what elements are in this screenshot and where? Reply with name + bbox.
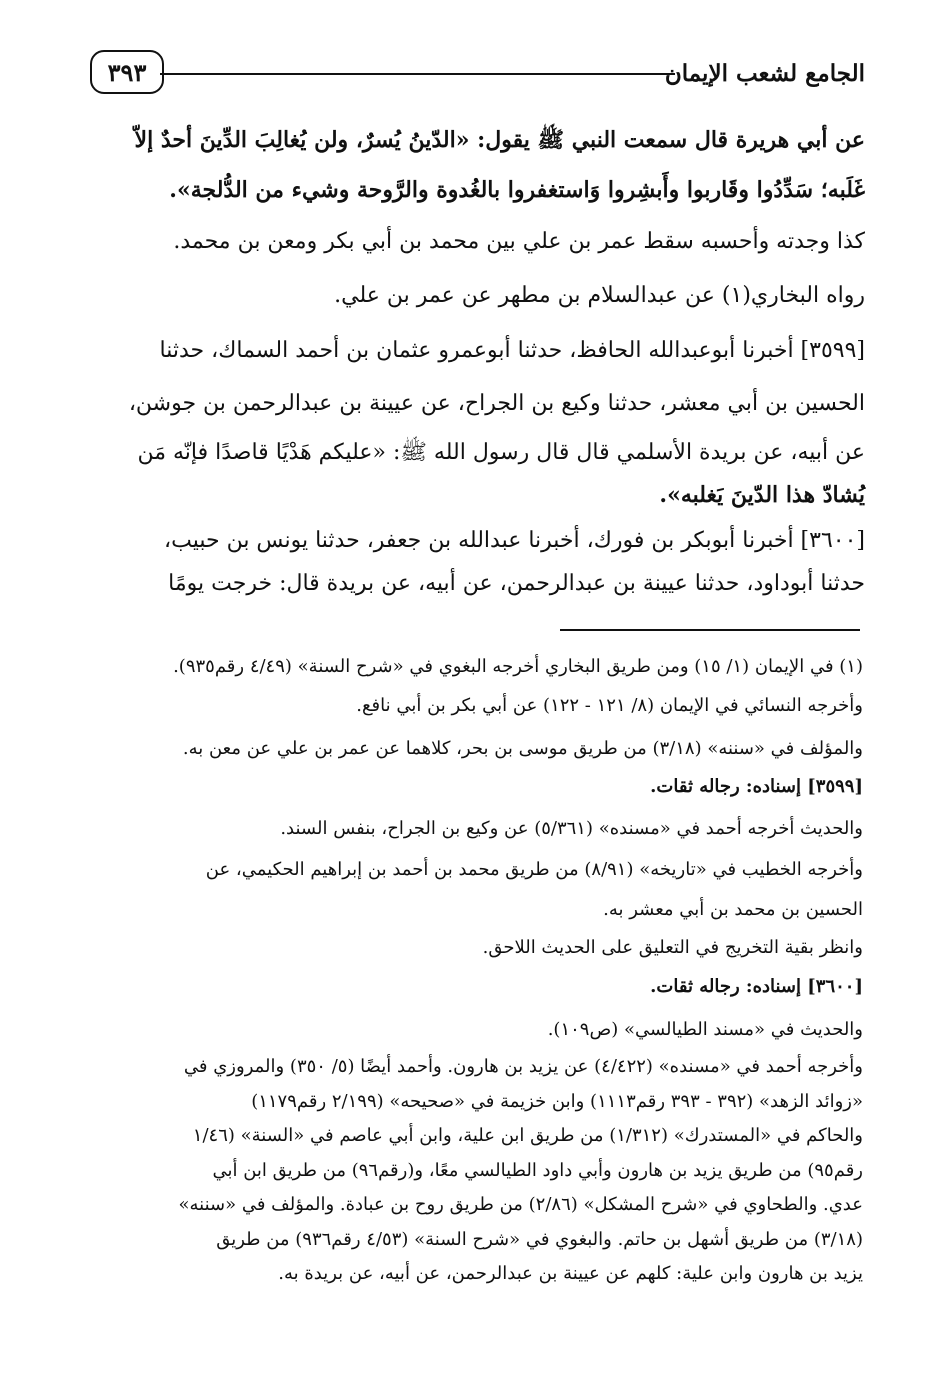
footnote-separator xyxy=(560,629,860,631)
footnote-line: وأخرجه أحمد في «مسنده» (٤/٤٢٢) عن يزيد بن هارون. وأحمد أيضًا (٥/ ٣٥٠) والمروزي في xyxy=(183,1056,863,1077)
main-line: عن أبيه، عن بريدة الأسلمي قال قال رسول الله ﷺ: «عليكم هَدْيًا قاصدًا فإنّه مَن xyxy=(137,440,865,465)
footnote-line: والمؤلف في «سننه» (٣/١٨) من طريق موسى بن بحر، كلاهما عن عمر بن علي عن معن به. xyxy=(182,738,863,759)
footnote-line: الحسين بن محمد بن أبي معشر به. xyxy=(603,899,863,920)
footnote-line: والحديث في «مسند الطيالسي» (ص١٠٩). xyxy=(547,1019,863,1040)
main-line: [٣٦٠٠] أخبرنا أبوبكر بن فورك، أخبرنا عبدالله بن جعفر، حدثنا يونس بن حبيب، xyxy=(164,528,865,553)
running-header-title: الجامع لشعب الإيمان xyxy=(664,60,865,87)
footnote-line: عدي. والطحاوي في «شرح المشكل» (٢/٨٦) من طريق روح بن عبادة. والمؤلف في «سننه» xyxy=(178,1194,863,1215)
main-line: يُشادّ هذا الدّينَ يَغلبه». xyxy=(659,482,865,508)
header-rule xyxy=(160,73,675,75)
main-line: حدثنا أبوداود، حدثنا عيينة بن عبدالرحمن، عن أبيه، عن بريدة قال: خرجت يومًا xyxy=(168,571,865,596)
footnote-line: «زوائد الزهد» (٣٩٢ - ٣٩٣ رقم١١١٣) وابن خزيمة في «صحيحه» (٢/١٩٩ رقم١١٧٩) xyxy=(251,1091,863,1112)
footnote-line: يزيد بن هارون وابن علية: كلهم عن عيينة بن عبدالرحمن، عن أبيه، عن بريدة به. xyxy=(278,1263,863,1284)
footnote-line: وانظر بقية التخريج في التعليق على الحديث اللاحق. xyxy=(482,937,863,958)
footnote-line: والحديث أخرجه أحمد في «مسنده» (٥/٣٦١) عن وكيع بن الجراح، بنفس السند. xyxy=(280,818,863,839)
footnote-line: وأخرجه النسائي في الإيمان (٨/ ١٢١ - ١٢٢) عن أبي بكر بن أبي نافع. xyxy=(356,695,863,716)
main-line: [٣٥٩٩] أخبرنا أبوعبدالله الحافظ، حدثنا أبوعمرو عثمان بن أحمد السماك، حدثنا xyxy=(159,338,865,363)
footnote-line: رقم٩٥) من طريق يزيد بن هارون وأبي داود الطيالسي معًا، و(رقم٩٦) من طريق ابن أبي xyxy=(212,1160,863,1181)
main-line: الحسين بن أبي معشر، حدثنا وكيع بن الجراح، عن عيينة بن عبدالرحمن بن جوشن، xyxy=(128,391,865,416)
footnote-line: [٣٥٩٩] إسناده: رجاله ثقات. xyxy=(650,776,863,797)
footnote-line: والحاكم في «المستدرك» (١/٣١٢) من طريق ابن علية، وابن أبي عاصم في «السنة» (١/٤٦ xyxy=(192,1125,863,1146)
footnote-line: وأخرجه الخطيب في «تاريخه» (٨/٩١) من طريق محمد بن أحمد بن إبراهيم الحكيمي، عن xyxy=(205,859,863,880)
footnote-line: (١) في الإيمان (١/ ١٥) ومن طريق البخاري أخرجه البغوي في «شرح السنة» (٤/٤٩ رقم٩٣٥). xyxy=(173,656,863,677)
main-line: عن أبي هريرة قال سمعت النبي ﷺ يقول: «الدّينُ يُسرٌ، ولن يُغالِبَ الدِّينَ أحدٌ إلاّ xyxy=(134,127,865,153)
main-line: كذا وجدته وأحسبه سقط عمر بن علي بين محمد بن أبي بكر ومعن بن محمد. xyxy=(173,229,865,254)
main-line: رواه البخاري(١) عن عبدالسلام بن مطهر عن عمر بن علي. xyxy=(334,283,865,308)
footnote-line: (٣/١٨) من طريق أشهل بن حاتم. والبغوي في «شرح السنة» (٤/٥٣ رقم٩٣٦) من طريق xyxy=(216,1229,863,1250)
main-line: غَلَبه؛ سَدِّدُوا وقَاربوا وأَبشِروا وَاستغفروا بالغُدوة والرَّوحة وشيء من الدُّلجة». xyxy=(169,177,865,203)
footnote-line: [٣٦٠٠] إسناده: رجاله ثقات. xyxy=(650,976,863,997)
page-number: ٣٩٣ xyxy=(90,50,164,94)
